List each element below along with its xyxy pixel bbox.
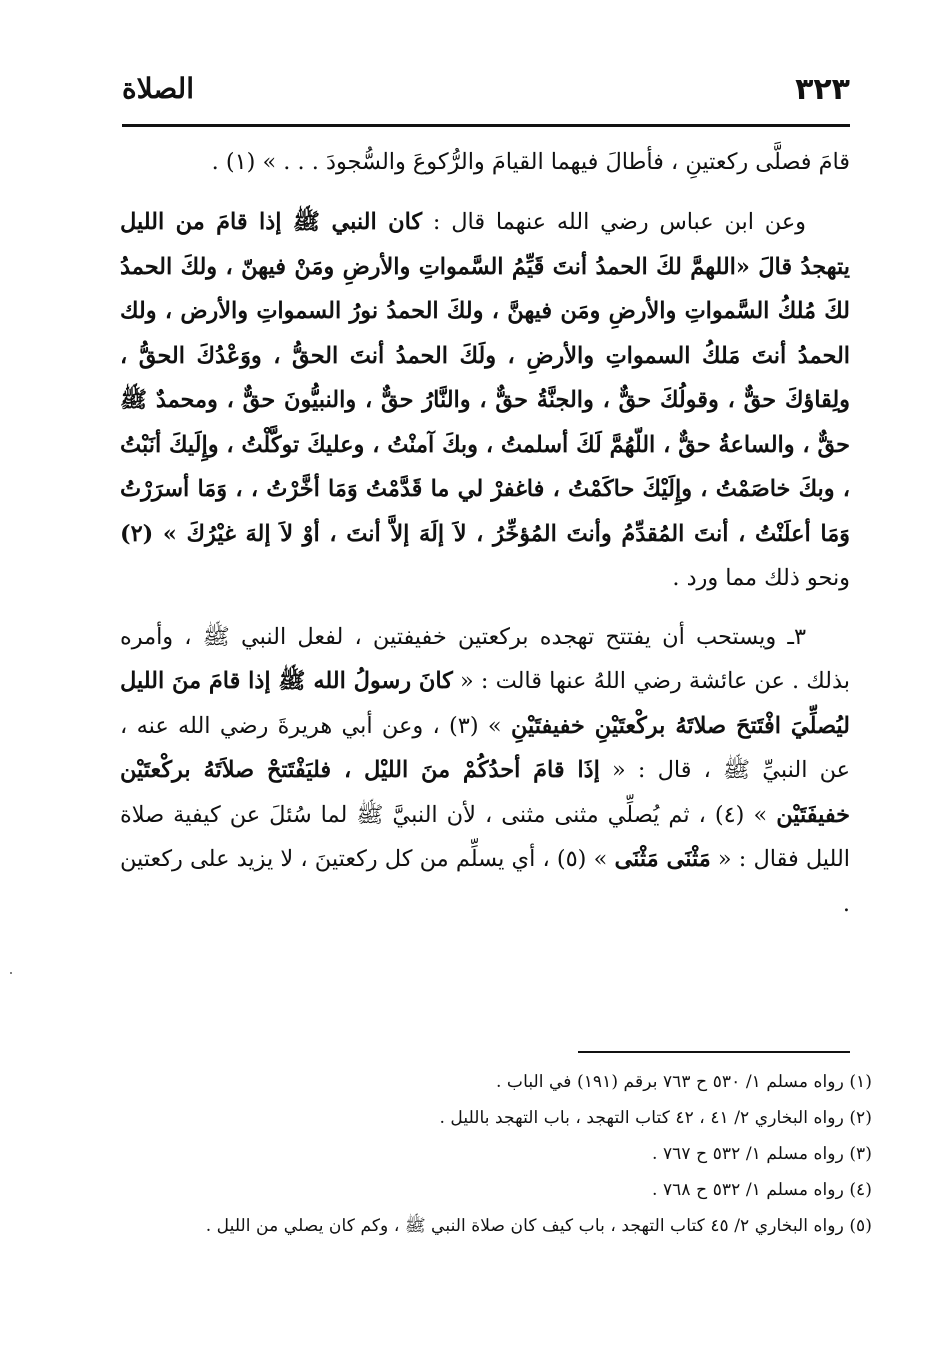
footnotes: [120, 1064, 872, 1244]
paragraph-ibn-abbas: [120, 200, 850, 601]
paragraph-2-tail: ونحو ذلك مما ورد .: [672, 565, 850, 591]
footnote-1: (١) رواه مسلم ١/ ٥٣٠ ح ٧٦٣ برقم (١٩١) في الباب .: [495, 1072, 872, 1092]
hadith-aisha: كانَ رسولُ الله ﷺ إذا قامَ منَ الليل ليُصلِّيَ افْتَتحَ صلاتَهُ بركْعتَيْنِ خفيفتَيْنِ: [120, 668, 851, 739]
hadith-abu-hurairah: إذَا قامَ أحدُكُمْ منَ الليْل ، فليَفْتَتحْ صلاَتَهُ بركْعتَيْن خفيفَتَيْن: [120, 757, 850, 828]
paragraph-3-part-e: » (٤) ، ثم يُصلِّي مثنى مثنى ، لأن النبيَّ ﷺ لما سُئلَ عن كيفية صلاة الليل فقال : «: [120, 801, 851, 872]
footnote-4: (٤) رواه مسلم ١/ ٥٣٢ ح ٧٦٨ .: [652, 1180, 872, 1200]
paragraph-point-3: [120, 615, 850, 927]
page-header: [122, 68, 850, 120]
hadith-text: كان النبي ﷺ إذا قامَ من الليل يتهجدُ قالَ «اللهمَّ لكَ الحمدُ أنتَ قَيِّمُ السَّمواتِ والأرضِ ومَنْ فيهنّ ، ولكَ الحمدُ لكَ مُلكُ السَّمواتِ والأرضِ ومَن فيهنَّ ، ولكَ الحمدُ نورُ السمواتِ والأرض ، ولك الحمدُ أنتَ مَلكُ السمواتِ والأرضِ ، ولَكَ الحمدُ أنتَ الحقُّ ، ووَعْدُكَ الحقُّ ، ولِقاؤكَ حقٌّ ، وقولُكَ حقٌّ ، والجنَّةُ حقٌّ ، والنَّارُ حقٌّ ، والنبيُّونَ حقٌّ ، ومحمدٌ ﷺ حقٌّ ، والساعةُ حقٌّ ، اللّهُمَّ لَكَ أسلمتُ ، وبكَ آمنْتُ ، وعليكَ توكَّلْتُ ، وإِلَيكَ أنَبْتُ ، وبكَ خاصَمْتُ ، وإِلَيْكَ حاكَمْتُ ، فاغفرْ لي ما قَدَّمْتُ وَمَا أخَّرْتُ ، ، وَمَا أسرَرْتُ وَمَا أعلَنْتُ ، أنتَ المُقدِّمُ وأنتَ المُؤخِّرُ ، لاَ إلَهَ إلاَّ أنتَ ، أوْ لاَ إلهَ غيْرُكَ » (٢): [120, 209, 850, 547]
paragraph-3-part-g: » (٥) ، أي يسلِّم من كل ركعتينَ ، لا يزيد على ركعتين .: [120, 846, 850, 917]
paragraph-1-text: قامَ فصلَّى ركعتينِ ، فأطالَ فيهما القيامَ والرُّكوعَ والسُّجودَ . . . » (١) .: [211, 149, 850, 175]
footnote-5: (٥) رواه البخاري ٢/ ٤٥ كتاب التهجد ، باب كيف كان صلاة النبي ﷺ ، وكم كان يصلي من الليل .: [205, 1216, 872, 1236]
running-title: الصلاة: [122, 72, 194, 105]
paragraph-continuation: [120, 140, 850, 186]
footnote-2: (٢) رواه البخاري ٢/ ٤١ ، ٤٢ كتاب التهجد ، باب التهجد بالليل .: [439, 1108, 872, 1128]
footnote-rule: [578, 1051, 850, 1053]
main-text: [120, 140, 850, 926]
header-rule: [122, 124, 850, 127]
margin-mark: [10, 972, 12, 974]
hadith-mathna: مَثْنَى مَثْنَى: [614, 846, 711, 872]
footnote-3: (٣) رواه مسلم ١/ ٥٣٢ ح ٧٦٧ .: [652, 1144, 872, 1164]
paragraph-3-part-a: ٣ـ ويستحب أن يفتتح تهجده بركعتين خفيفتين ، لفعل النبي ﷺ ، وأمره بذلك . عن عائشة رضي اللهُ عنها قالت : «: [120, 623, 850, 694]
page-number: ٣٢٣: [795, 72, 850, 107]
paragraph-3-part-c: » (٣) ، وعن أبي هريرةَ رضي الله عنه ، عن النبيِّ ﷺ ، قال : «: [120, 712, 850, 783]
paragraph-2-intro: وعن ابن عباس رضي الله عنهما قال :: [422, 209, 806, 235]
